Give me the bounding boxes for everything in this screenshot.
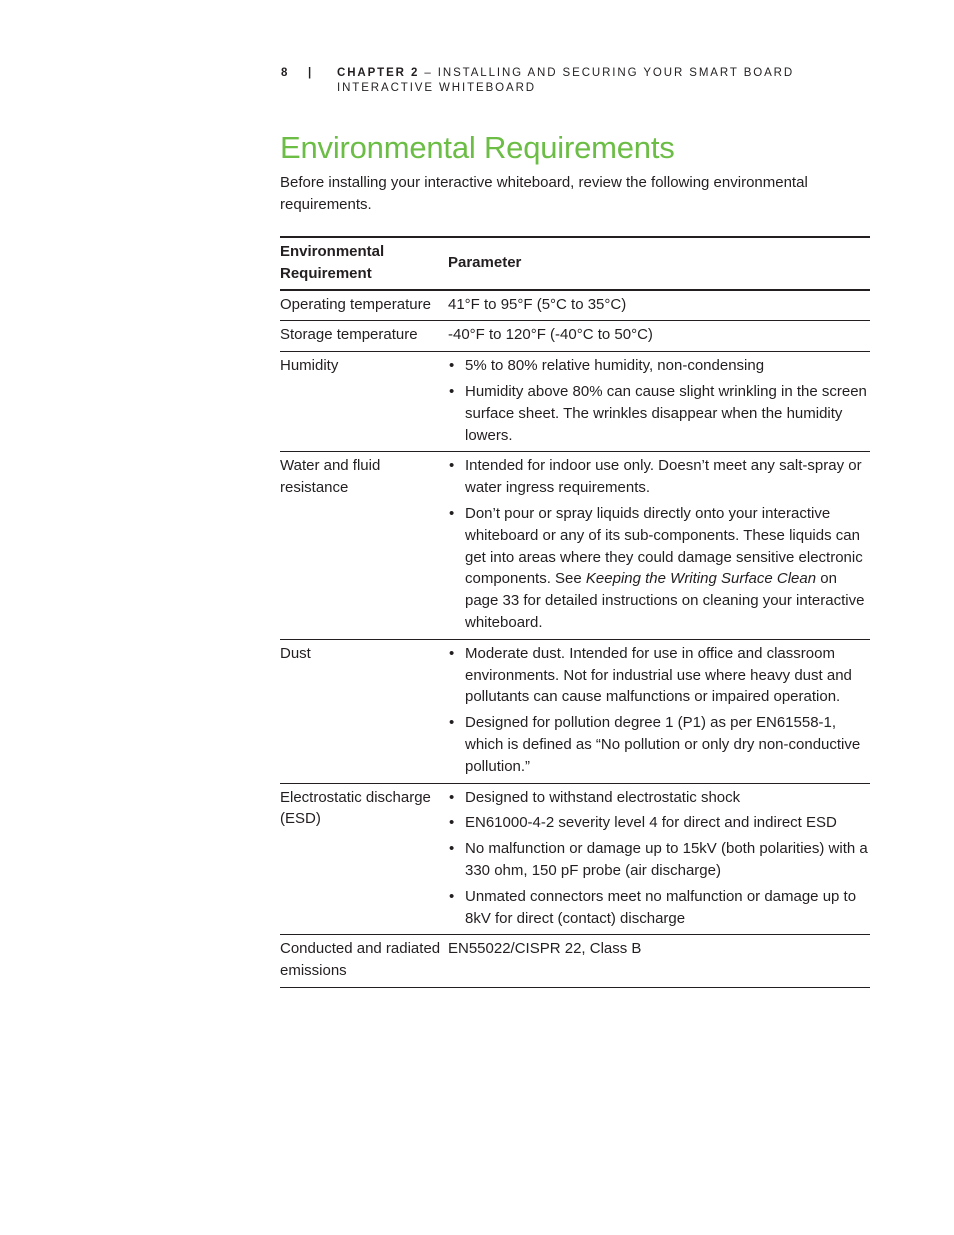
chapter-label: CHAPTER 2 <box>337 67 420 79</box>
header-separator: | <box>308 67 314 79</box>
header-parameter: Parameter <box>448 253 522 271</box>
list-item-text: on page 33 for detailed instructions on cleaning your interactive whiteboard. <box>465 570 865 631</box>
cross-reference-link[interactable]: Keeping the Writing Surface Clean <box>585 570 817 588</box>
bullet-list <box>448 355 870 446</box>
table-row <box>280 783 870 935</box>
chapter-heading <box>337 66 867 96</box>
parameter-cell <box>448 352 870 452</box>
table-row <box>280 321 870 352</box>
parameter-cell: EN55022/CISPR 22, Class B <box>448 940 642 958</box>
list-item: • Humidity above 80% can cause slight wrinkling in the screen surface sheet. The wrinkles disappear when the humidity lowers. <box>448 381 870 446</box>
parameter-cell <box>448 452 870 639</box>
requirement-cell: Dust <box>280 644 311 662</box>
chapter-title: – INSTALLING AND SECURING YOUR SMART BOARD INTERACTIVE WHITEBOARD <box>337 67 795 94</box>
header-requirement: Environmental Requirement <box>280 243 385 282</box>
table-row <box>280 639 870 783</box>
list-item: • EN61000-4-2 severity level 4 for direct and indirect ESD <box>448 812 870 834</box>
requirement-cell: Operating temperature <box>280 295 431 313</box>
requirement-cell: Electrostatic discharge (ESD) <box>280 788 431 828</box>
requirement-cell: Water and fluid resistance <box>280 457 381 497</box>
parameter-cell <box>448 639 870 783</box>
list-item: • Moderate dust. Intended for use in office and classroom environments. Not for industrial use where heavy dust and pollutants can cause malfunctions or impaired operation. <box>448 643 870 708</box>
section-title: Environmental Requirements <box>280 130 675 165</box>
list-item-text: Don’t pour or spray liquids directly onto your interactive whiteboard or any of its sub-components. These liquids can get into areas where they could damage sensitive electronic components. See <box>465 504 863 588</box>
parameter-cell: -40°F to 120°F (-40°C to 50°C) <box>448 326 653 344</box>
requirement-cell: Storage temperature <box>280 326 418 344</box>
table-row <box>280 352 870 452</box>
list-item: • Intended for indoor use only. Doesn’t meet any salt-spray or water ingress requirements. <box>448 455 870 499</box>
table-row <box>280 935 870 988</box>
parameter-cell <box>448 783 870 935</box>
list-item <box>448 503 870 634</box>
list-item: • Designed for pollution degree 1 (P1) as per EN61558-1, which is defined as “No pollution or only dry non-conductive pollution.” <box>448 712 870 777</box>
list-item: • 5% to 80% relative humidity, non-condensing <box>448 355 870 377</box>
list-item: • Unmated connectors meet no malfunction or damage up to 8kV for direct (contact) discharge <box>448 886 870 930</box>
bullet-list <box>448 455 870 633</box>
list-item: • Designed to withstand electrostatic shock <box>448 787 870 809</box>
list-item: • No malfunction or damage up to 15kV (both polarities) with a 330 ohm, 150 pF probe (air discharge) <box>448 838 870 882</box>
requirement-cell: Conducted and radiated emissions <box>280 940 441 980</box>
intro-paragraph: Before installing your interactive whiteboard, review the following environmental requirements. <box>280 174 808 213</box>
environmental-requirements-table <box>280 236 870 988</box>
page-number: 8 <box>281 67 290 79</box>
table-row <box>280 290 870 321</box>
parameter-cell: 41°F to 95°F (5°C to 35°C) <box>448 295 627 313</box>
table-header-row <box>280 237 870 290</box>
bullet-list <box>448 787 870 930</box>
requirement-cell: Humidity <box>280 357 339 375</box>
table-row <box>280 452 870 639</box>
bullet-list <box>448 643 870 778</box>
